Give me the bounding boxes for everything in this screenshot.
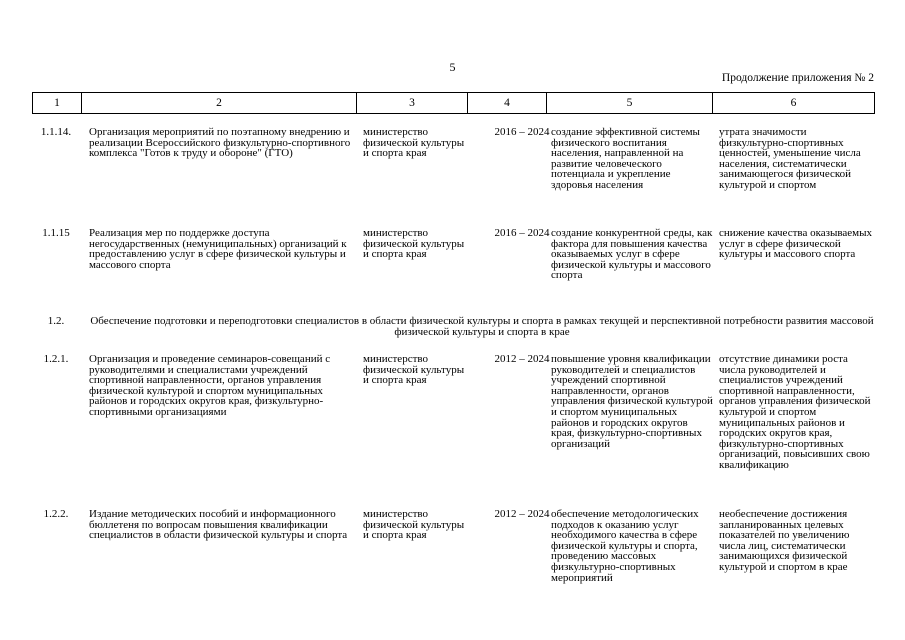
result-text: создание конкурентной среды, как фактора для повышения качества оказываемых услуг в сфере физической культуры и массового спорта (551, 227, 713, 282)
page-number: 5 (449, 60, 456, 74)
executor-text: министерство физической культуры и спорта края (363, 508, 465, 542)
executor-text: министерство физической культуры и спорта края (363, 126, 465, 160)
period-text: 2016 – 2024 (494, 227, 550, 239)
column-header-3: 3 (357, 93, 468, 114)
period-text: 2016 – 2024 (494, 126, 550, 138)
column-header-2: 2 (82, 93, 357, 114)
section-title: Обеспечение подготовки и переподготовки специалистов в области физической культуры и спорта в рамках текущей и перспективной потребности развития массовой физической культуры и спорта в крае (90, 315, 874, 338)
consequence-text: необеспечение достижения запланированных целевых показателей по увеличению числа лиц, систематически занимающихся физической культурой и спортом в крае (719, 508, 850, 573)
row-number: 1.1.15 (42, 227, 70, 239)
row-number: 1.1.14. (40, 126, 72, 138)
consequence-text: отсутствие динамики роста числа руководителей и специалистов учреждений спортивной направленности, органов управления физической культурой и спортом муниципальных районов и городских округов края, физкультурно-спортивных организаций, повысивших свою квалификацию (719, 353, 871, 471)
column-number-header (32, 92, 875, 114)
result-text: обеспечение методологических подходов к оказанию услуг необходимого качества в сфере физической культуры и спорта, проведению массовых физкультурно-спортивных мероприятий (551, 508, 699, 584)
column-header-5: 5 (547, 93, 713, 114)
period-text: 2012 – 2024 (494, 508, 550, 520)
executor-text: министерство физической культуры и спорта края (363, 227, 465, 261)
column-header-1: 1 (33, 93, 82, 114)
row-number: 1.2.1. (43, 353, 69, 365)
row-number: 1.2.2. (43, 508, 69, 520)
section-number: 1.2. (47, 315, 65, 327)
measure-text: Организация и проведение семинаров-совещаний с руководителями и специалистами учреждений спортивной направленности, органов управления физической культурой и спортом муниципальных районов и городских округов края, физкультурно-спортивными организациями (89, 353, 331, 418)
executor-text: министерство физической культуры и спорта края (363, 353, 465, 387)
column-header-4: 4 (468, 93, 547, 114)
consequence-text: утрата значимости физкультурно-спортивных ценностей, уменьшение числа населения, систематически занимающегося физической культурой и спортом (719, 126, 861, 191)
continuation-label: Продолжение приложения № 2 (721, 72, 874, 84)
measure-text: Издание методических пособий и информационного бюллетеня по вопросам повышения квалификации специалистов в области физической культуры и спорта (89, 508, 348, 542)
column-header-6: 6 (713, 93, 875, 114)
result-text: создание эффективной системы физического воспитания населения, направленной на развитие человеческого потенциала и укрепление здоровья населения (551, 126, 700, 191)
measure-text: Организация мероприятий по поэтапному внедрению и реализации Всероссийского физкультурно-спортивного комплекса "Готов к труду и обороне" (ГТО) (89, 126, 351, 160)
measure-text: Реализация мер по поддержке доступа негосударственных (немуниципальных) организаций к предоставлению услуг в сфере физической культуры и массового спорта (89, 227, 347, 271)
result-text: повышение уровня квалификации руководителей и специалистов учреждений спортивной направленности, органов управления физической культурой и спортом муниципальных районов и городских округов края, физкультурно-спортивных организаций (551, 353, 713, 450)
consequence-text: снижение качества оказываемых услуг в сфере физической культуры и массового спорта (719, 227, 873, 261)
period-text: 2012 – 2024 (494, 353, 550, 365)
